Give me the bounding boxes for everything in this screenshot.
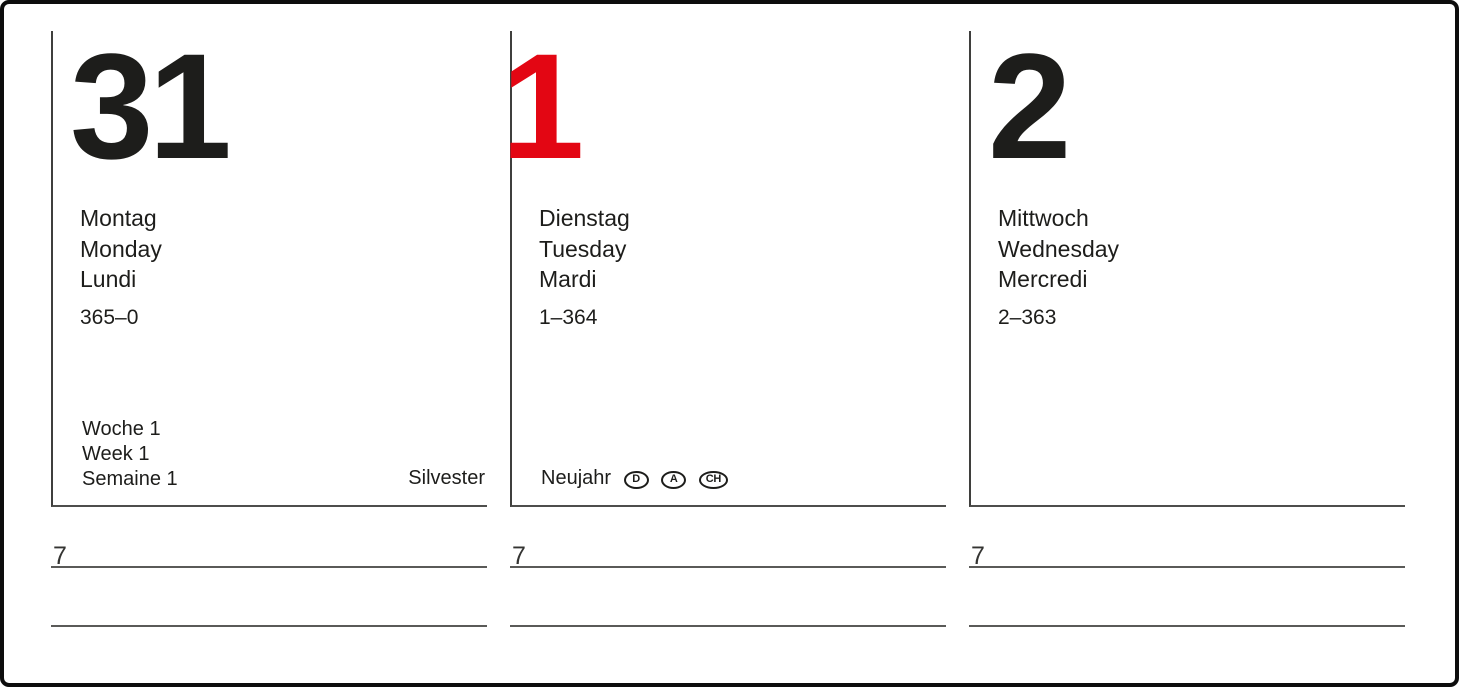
day-name-french: Mercredi bbox=[998, 266, 1088, 292]
day-of-year-count: 1–364 bbox=[539, 305, 598, 329]
day-name-german: Mittwoch bbox=[998, 205, 1089, 231]
hour-line bbox=[969, 544, 1405, 568]
day-column-wednesday-2 bbox=[969, 22, 1405, 627]
hour-line bbox=[51, 544, 487, 568]
day-names bbox=[80, 203, 487, 295]
day-name-german: Montag bbox=[80, 205, 157, 231]
hour-label: 7 bbox=[971, 542, 985, 570]
hour-line bbox=[510, 544, 946, 568]
day-name-english: Monday bbox=[80, 235, 162, 262]
hour-label: 7 bbox=[53, 542, 67, 570]
day-of-year-count: 365–0 bbox=[80, 305, 139, 329]
writing-line bbox=[51, 625, 487, 627]
day-card bbox=[969, 22, 1405, 507]
holiday-name: Neujahr bbox=[541, 467, 612, 489]
day-card bbox=[51, 22, 487, 507]
week-info bbox=[82, 417, 178, 492]
country-oval-switzerland-icon: CH bbox=[699, 471, 728, 489]
hour-label: 7 bbox=[512, 542, 526, 570]
week-label-french: Semaine 1 bbox=[82, 468, 178, 490]
day-name-english: Wednesday bbox=[998, 235, 1120, 262]
country-oval-germany-icon: D bbox=[624, 471, 649, 489]
day-name-french: Lundi bbox=[80, 266, 137, 292]
day-names bbox=[998, 203, 1405, 295]
country-oval-austria-icon: A bbox=[661, 471, 686, 489]
day-name-french: Mardi bbox=[539, 266, 597, 292]
day-column-tuesday-1 bbox=[501, 22, 946, 627]
day-of-year-count: 2–363 bbox=[998, 305, 1057, 329]
week-label-english: Week 1 bbox=[82, 443, 150, 465]
writing-line bbox=[510, 625, 946, 627]
day-names bbox=[539, 203, 946, 295]
writing-line bbox=[969, 625, 1405, 627]
day-name-german: Dienstag bbox=[539, 205, 630, 231]
holiday-label bbox=[541, 466, 728, 491]
day-number: 2 bbox=[988, 22, 1067, 190]
day-name-english: Tuesday bbox=[539, 235, 627, 262]
day-number: 1 bbox=[501, 22, 580, 190]
day-column-monday-31 bbox=[51, 22, 487, 627]
day-number: 31 bbox=[70, 22, 227, 190]
holiday-label: Silvester bbox=[408, 467, 485, 489]
day-card bbox=[501, 22, 946, 507]
week-label-german: Woche 1 bbox=[82, 418, 161, 440]
